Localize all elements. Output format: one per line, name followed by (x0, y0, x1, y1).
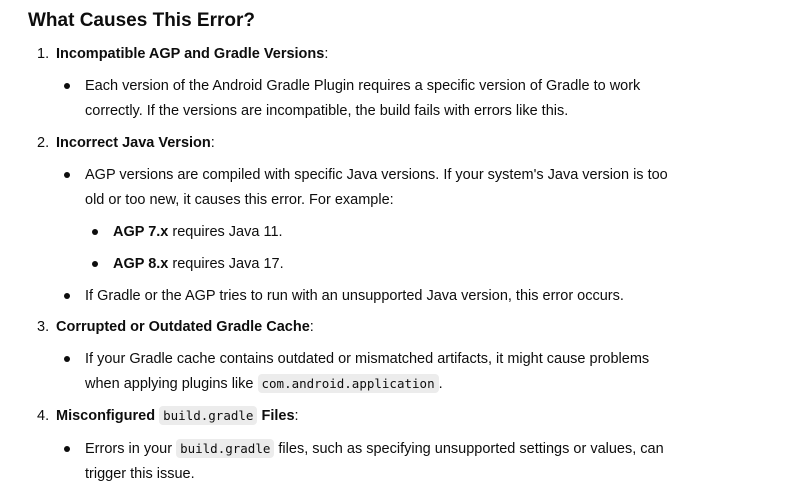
list-number: 3. (37, 319, 50, 335)
sub-bullet-text: AGP 7.x requires Java 11. (113, 224, 283, 240)
sub-bullet-icon (92, 229, 98, 235)
bullet-text: old or too new, it causes this error. For example: (85, 192, 394, 208)
bullet-text: correctly. If the versions are incompatible, the build fails with errors like this. (85, 103, 569, 119)
bullet-text: If Gradle or the AGP tries to run with an unsupported Java version, this error occurs. (85, 288, 624, 304)
section-heading: What Causes This Error? (28, 10, 255, 31)
bullet-icon (64, 446, 70, 452)
bullet-text: when applying plugins like com.android.application . (85, 376, 443, 392)
bullet-icon (64, 83, 70, 89)
bullet-icon (64, 293, 70, 299)
bullet-icon (64, 356, 70, 362)
bullet-icon (64, 172, 70, 178)
item-title: Incompatible AGP and Gradle Versions: (56, 46, 329, 62)
bullet-text: AGP versions are compiled with specific Java versions. If your system's Java version is too (85, 167, 668, 183)
bullet-text: trigger this issue. (85, 466, 195, 482)
list-number: 2. (37, 135, 50, 151)
list-number: 4. (37, 408, 50, 424)
inline-code: com.android.application (258, 374, 439, 393)
bullet-text: Errors in your build.gradle files, such as specifying unsupported settings or values, can (85, 441, 664, 457)
item-title: Incorrect Java Version: (56, 135, 215, 151)
list-number: 1. (37, 46, 50, 62)
item-title: Corrupted or Outdated Gradle Cache: (56, 319, 314, 335)
bullet-text: Each version of the Android Gradle Plugin requires a specific version of Gradle to work (85, 78, 641, 94)
inline-code: build.gradle (159, 406, 257, 425)
bullet-text: If your Gradle cache contains outdated or mismatched artifacts, it might cause problems (85, 351, 650, 367)
sub-bullet-icon (92, 261, 98, 267)
sub-bullet-text: AGP 8.x requires Java 17. (113, 256, 284, 272)
inline-code: build.gradle (176, 439, 274, 458)
item-title: Misconfigured build.gradle Files: (56, 408, 299, 424)
